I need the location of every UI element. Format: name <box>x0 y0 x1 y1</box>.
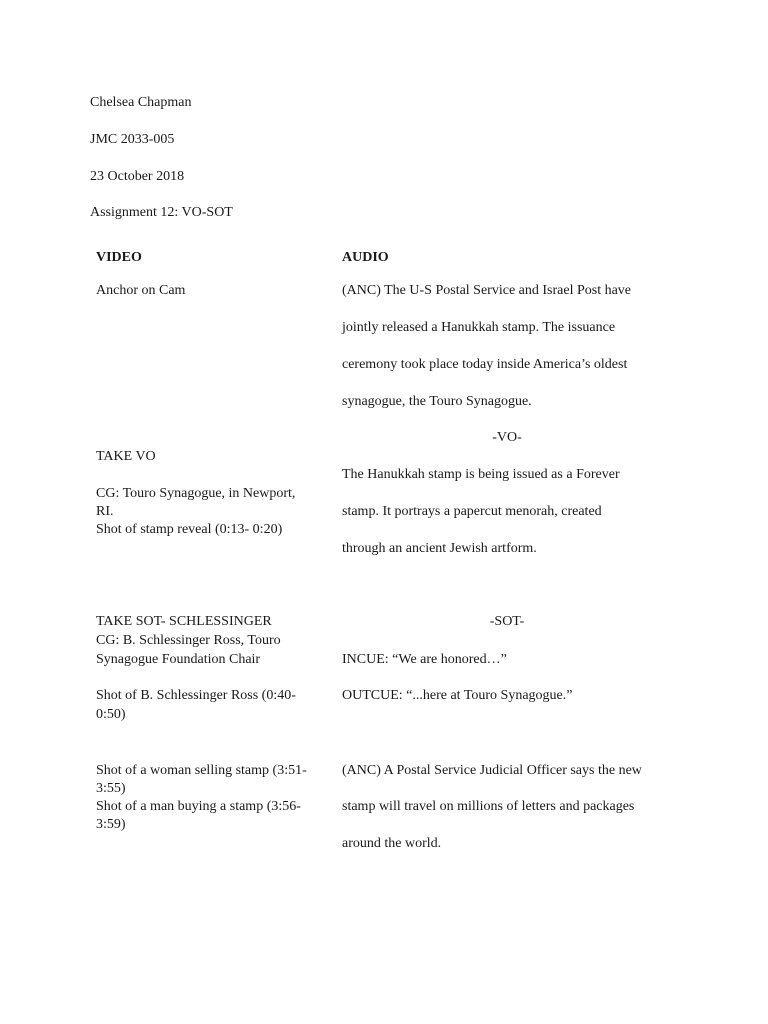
video-shot-stamp-reveal: Shot of stamp reveal (0:13- 0:20) <box>96 522 283 537</box>
video-cg-schlessinger-line-1: CG: B. Schlessinger Ross, Touro <box>96 633 281 648</box>
audio-closing-line-2: stamp will travel on millions of letters and packages <box>342 799 635 814</box>
audio-anchor-line-3: ceremony took place today inside America’s oldest <box>342 357 628 372</box>
vo-label: -VO- <box>492 430 522 445</box>
audio-outcue: OUTCUE: “...here at Touro Synagogue.” <box>342 688 573 703</box>
assignment-title: Assignment 12: VO-SOT <box>90 205 233 220</box>
audio-column-heading: AUDIO <box>342 250 389 265</box>
video-cg-touro-line-1: CG: Touro Synagogue, in Newport, <box>96 486 296 501</box>
video-woman-selling-line-1: Shot of a woman selling stamp (3:51- <box>96 763 307 778</box>
video-shot-schlessinger-line-2: 0:50) <box>96 707 126 722</box>
audio-anchor-line-2: jointly released a Hanukkah stamp. The issuance <box>342 320 616 335</box>
video-column-heading: VIDEO <box>96 250 142 265</box>
video-take-vo: TAKE VO <box>96 449 156 464</box>
sot-label: -SOT- <box>489 614 525 629</box>
audio-closing-line-3: around the world. <box>342 836 442 851</box>
video-man-buying-line-1: Shot of a man buying a stamp (3:56- <box>96 799 301 814</box>
video-shot-schlessinger-line-1: Shot of B. Schlessinger Ross (0:40- <box>96 688 296 703</box>
document-date: 23 October 2018 <box>90 169 185 184</box>
audio-vo-line-1: The Hanukkah stamp is being issued as a Forever <box>342 467 620 482</box>
audio-closing-line-1: (ANC) A Postal Service Judicial Officer says the new <box>342 763 642 778</box>
video-anchor-on-cam: Anchor on Cam <box>96 283 186 298</box>
video-man-buying-line-2: 3:59) <box>96 817 126 832</box>
course-code: JMC 2033-005 <box>90 132 175 147</box>
audio-incue: INCUE: “We are honored…” <box>342 652 507 667</box>
audio-anchor-line-1: (ANC) The U-S Postal Service and Israel Post have <box>342 283 632 298</box>
video-cg-schlessinger-line-2: Synagogue Foundation Chair <box>96 652 261 667</box>
audio-anchor-line-4: synagogue, the Touro Synagogue. <box>342 394 532 409</box>
audio-vo-line-3: through an ancient Jewish artform. <box>342 541 537 556</box>
author-name: Chelsea Chapman <box>90 95 192 110</box>
audio-vo-line-2: stamp. It portrays a papercut menorah, created <box>342 504 602 519</box>
video-take-sot: TAKE SOT- SCHLESSINGER <box>96 614 272 629</box>
video-cg-touro-line-2: RI. <box>96 504 114 519</box>
video-woman-selling-line-2: 3:55) <box>96 781 126 796</box>
